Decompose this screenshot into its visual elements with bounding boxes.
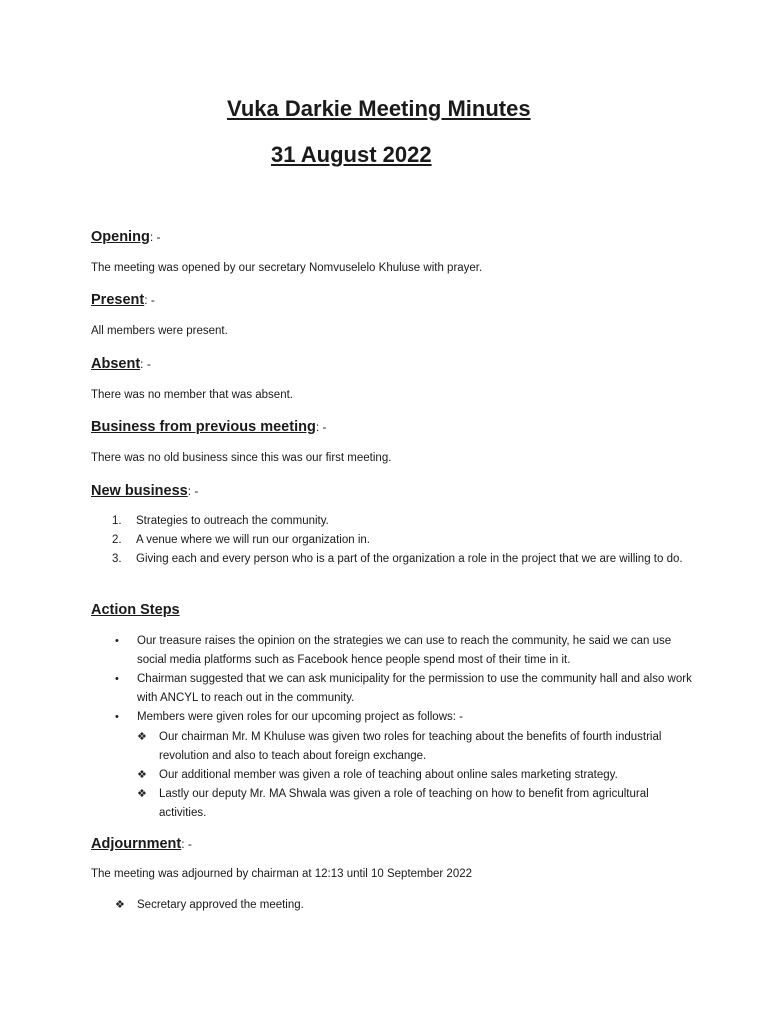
- adjournment-text: The meeting was adjourned by chairman at 12:13 until 10 September 2022: [91, 868, 473, 880]
- list-item-text: Strategies to outreach the community.: [136, 515, 329, 527]
- document-date: 31 August 2022: [271, 142, 432, 167]
- bullet-icon: •: [115, 635, 119, 647]
- adjournment-heading-label: Adjournment: [91, 836, 182, 852]
- opening-heading-label: Opening: [91, 229, 150, 245]
- opening-heading: [91, 229, 160, 245]
- absent-heading: [91, 356, 151, 372]
- action-steps-sublist: [137, 728, 679, 823]
- adjournment-note: Secretary approved the meeting.: [137, 899, 304, 911]
- list-number: 3.: [112, 553, 122, 565]
- list-item-text: Chairman suggested that we can ask municipality for the permission to use the community hall and also work with ANCYL to reach out in the community.: [137, 673, 692, 704]
- opening-text: The meeting was opened by our secretary Nomvuselelo Khuluse with prayer.: [91, 262, 483, 274]
- absent-heading-label: Absent: [91, 356, 141, 372]
- list-item-text: Our additional member was given a role of teaching about online sales marketing strategy.: [159, 769, 618, 781]
- action-steps-list: [115, 632, 697, 727]
- business-previous-text: There was no old business since this was our first meeting.: [91, 452, 392, 464]
- list-item: [115, 632, 697, 670]
- business-previous-heading: [91, 419, 326, 435]
- adjournment-heading: [91, 836, 192, 852]
- document-title: Vuka Darkie Meeting Minutes: [227, 96, 531, 121]
- list-item: [115, 708, 697, 727]
- list-item: [112, 531, 696, 550]
- list-item: [112, 512, 696, 531]
- list-number: 1.: [112, 515, 122, 527]
- list-item: [137, 766, 679, 785]
- absent-text: There was no member that was absent.: [91, 389, 293, 401]
- list-item: [137, 785, 679, 823]
- diamond-bullet-icon: ❖: [137, 788, 147, 800]
- list-number: 2.: [112, 534, 122, 546]
- present-heading-label: Present: [91, 292, 145, 308]
- absent-heading-suffix: : -: [140, 357, 151, 371]
- adjournment-note-list: [115, 896, 657, 915]
- diamond-bullet-icon: ❖: [137, 769, 147, 781]
- list-item: [115, 896, 657, 915]
- list-item-text: Our chairman Mr. M Khuluse was given two roles for teaching about the benefits of fourth industrial revolution and also to teach about foreign exchange.: [159, 731, 662, 762]
- bullet-icon: •: [115, 673, 119, 685]
- action-steps-heading: [91, 602, 180, 618]
- present-heading: [91, 292, 155, 308]
- opening-heading-suffix: : -: [149, 230, 161, 244]
- action-steps-heading-label: Action Steps: [91, 602, 180, 618]
- new-business-heading-suffix: : -: [187, 484, 199, 498]
- list-item: [137, 728, 679, 766]
- business-previous-heading-suffix: : -: [315, 420, 327, 434]
- list-item-text: Our treasure raises the opinion on the strategies we can use to reach the community, he said we can use social media platforms such as Facebook hence people spend most of their time in it.: [137, 635, 672, 666]
- diamond-bullet-icon: ❖: [115, 899, 125, 911]
- new-business-list: [112, 512, 696, 569]
- business-previous-heading-label: Business from previous meeting: [91, 419, 316, 435]
- list-item-text: Lastly our deputy Mr. MA Shwala was given a role of teaching on how to benefit from agricultural activities.: [159, 788, 649, 819]
- present-text: All members were present.: [91, 325, 228, 337]
- present-heading-suffix: : -: [144, 293, 155, 307]
- list-item-text: A venue where we will run our organization in.: [136, 534, 370, 546]
- list-item: [115, 670, 697, 708]
- list-item-text: Members were given roles for our upcoming project as follows: -: [137, 711, 463, 723]
- list-item: [112, 550, 696, 569]
- adjournment-heading-suffix: : -: [181, 837, 192, 851]
- list-item-text: Giving each and every person who is a part of the organization a role in the project that we are willing to do.: [136, 553, 683, 565]
- new-business-heading-label: New business: [91, 483, 188, 499]
- new-business-heading: [91, 483, 198, 499]
- bullet-icon: •: [115, 711, 119, 723]
- diamond-bullet-icon: ❖: [137, 731, 147, 743]
